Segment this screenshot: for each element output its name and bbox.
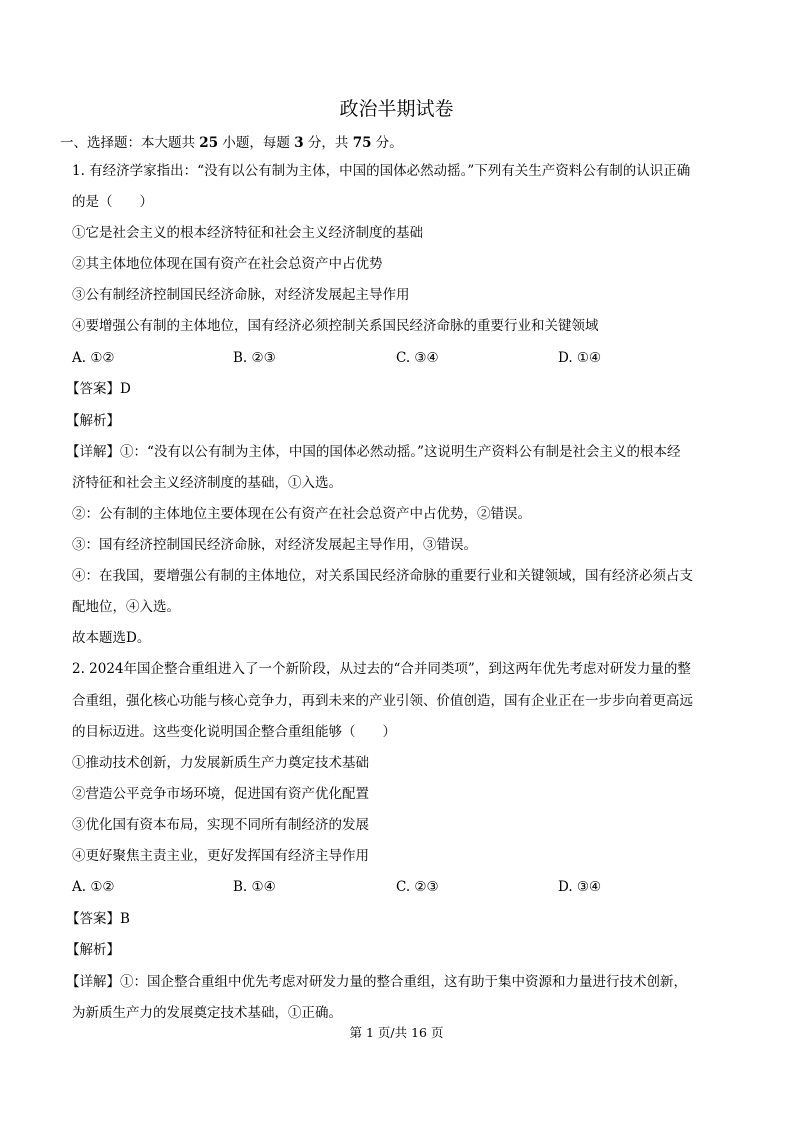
- q1-answer: 【答案】D: [66, 381, 131, 397]
- section-heading: 一、选择题：本大题共 25 小题，每题 3 分，共 75 分。: [60, 135, 403, 151]
- q1-detail: 配地位，④入选。: [72, 599, 180, 615]
- q2-item: ③优化国有资本布局，实现不同所有制经济的发展: [72, 817, 369, 833]
- q2-detail: 为新质生产力的发展奠定技术基础，①正确。: [72, 1005, 342, 1021]
- q1-option-a: A. ①②: [72, 350, 115, 366]
- q2-option-b: B. ①④: [233, 879, 276, 895]
- q1-detail: 【详解】①：“没有以公有制为主体，中国的国体必然动摇。”这说明生产资料公有制是社会主义的根本经: [66, 444, 681, 460]
- q1-options: [72, 348, 722, 368]
- q2-item: ④更好聚焦主责主业，更好发挥国有经济主导作用: [72, 848, 369, 864]
- page-title: 政治半期试卷: [339, 98, 454, 120]
- q2-stem: 2. 2024年国企整合重组进入了一个新阶段，从过去的“合并同类项”，到这两年优先考虑对研发力量的整: [72, 661, 691, 677]
- page-footer: 第 1 页/共 16 页: [349, 1025, 444, 1040]
- q1-stem: 1. 有经济学家指出：“没有以公有制为主体，中国的国体必然动摇。”下列有关生产资料公有制的认识正确: [72, 163, 691, 179]
- q2-item: ②营造公平竞争市场环境，促进国有资产优化配置: [72, 786, 369, 802]
- q1-item: ③公有制经济控制国民经济命脉，对经济发展起主导作用: [72, 287, 410, 303]
- q2-option-c: C. ②③: [396, 879, 439, 895]
- q1-analysis-label: 【解析】: [66, 413, 120, 429]
- q2-options: [72, 877, 722, 897]
- q1-item: ②其主体地位体现在国有资产在社会总资产中占优势: [72, 256, 383, 272]
- q1-stem: 的是（ ）: [72, 194, 153, 210]
- q1-detail: ③：国有经济控制国民经济命脉，对经济发展起主导作用，③错误。: [72, 537, 477, 553]
- q1-option-b: B. ②③: [233, 350, 276, 366]
- q2-answer: 【答案】B: [66, 911, 130, 927]
- q1-item: ④要增强公有制的主体地位，国有经济必须控制关系国民经济命脉的重要行业和关键领域: [72, 318, 599, 334]
- q2-option-d: D. ③④: [558, 879, 602, 895]
- q2-item: ①推动技术创新，力发展新质生产力奠定技术基础: [72, 755, 369, 771]
- q1-detail: 故本题选D。: [72, 630, 151, 646]
- q2-analysis-label: 【解析】: [66, 942, 120, 958]
- q1-detail: ④：在我国，要增强公有制的主体地位，对关系国民经济命脉的重要行业和关键领域，国有经济必须占支: [72, 568, 693, 584]
- q2-option-a: A. ①②: [72, 879, 115, 895]
- q2-stem: 合重组，强化核心功能与核心竞争力，再到未来的产业引领、价值创造，国有企业正在一步步向着更高远: [72, 693, 693, 709]
- q1-detail: 济特征和社会主义经济制度的基础，①入选。: [72, 475, 342, 491]
- q1-option-c: C. ③④: [396, 350, 439, 366]
- q2-detail: 【详解】①：国企整合重组中优先考虑对研发力量的整合重组，这有助于集中资源和力量进行技术创新，: [66, 974, 687, 990]
- q1-option-d: D. ①④: [558, 350, 602, 366]
- q1-detail: ②：公有制的主体地位主要体现在公有资产在社会总资产中占优势，②错误。: [72, 506, 531, 522]
- q2-stem: 的目标迈进。这些变化说明国企整合重组能够（ ）: [72, 724, 396, 740]
- q1-item: ①它是社会主义的根本经济特征和社会主义经济制度的基础: [72, 225, 423, 241]
